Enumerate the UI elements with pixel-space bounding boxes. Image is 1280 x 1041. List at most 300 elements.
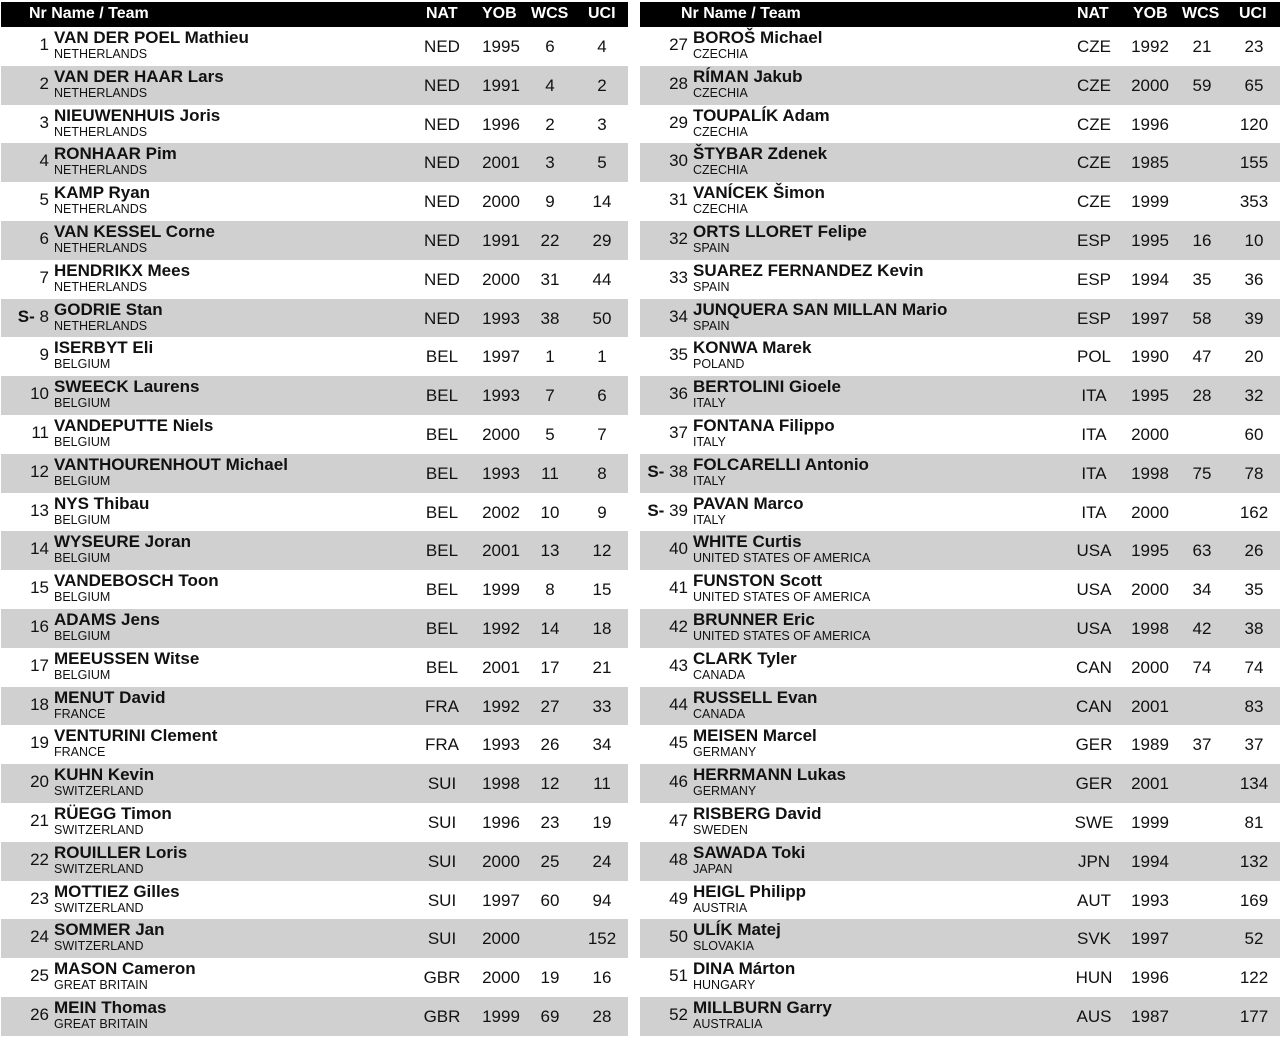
rider-year-of-birth: 2001 — [482, 541, 520, 561]
rider-year-of-birth: 1987 — [1131, 1006, 1169, 1026]
rider-wcs-rank: 3 — [545, 153, 555, 173]
rider-number-cell — [30, 462, 49, 482]
table-row — [640, 609, 1280, 648]
rider-nationality: NED — [424, 37, 460, 56]
table-row — [1, 182, 628, 221]
table-row — [1, 842, 628, 881]
rider-team: SLOVAKIA — [693, 939, 754, 954]
rider-year-of-birth: 2001 — [482, 657, 520, 677]
rider-team: GERMANY — [693, 745, 757, 760]
header-yob: YOB — [1133, 5, 1168, 22]
rider-uci-rank: 83 — [1244, 696, 1264, 716]
rider-name: GODRIE Stan — [54, 299, 163, 319]
rider-wcs-rank: 6 — [545, 37, 555, 56]
rider-team: BELGIUM — [54, 473, 111, 488]
rider-name: ISERBYT Eli — [54, 338, 154, 358]
rider-nationality: ITA — [1081, 424, 1107, 444]
rider-number-cell — [669, 617, 688, 637]
rider-number: 20 — [30, 772, 49, 792]
rider-name: MEEUSSEN Witse — [54, 648, 200, 668]
rider-year-of-birth: 1995 — [1131, 230, 1169, 250]
rider-nationality: NED — [424, 153, 460, 173]
rider-name: FONTANA Filippo — [693, 415, 835, 435]
rider-number-cell — [669, 113, 688, 133]
rider-year-of-birth: 2000 — [482, 424, 520, 444]
rider-uci-rank: 3 — [597, 114, 607, 134]
rider-nationality: BEL — [425, 541, 459, 561]
rider-name: PAVAN Marco — [693, 493, 804, 513]
rider-wcs-rank: 12 — [540, 774, 560, 794]
rider-number: 13 — [30, 500, 49, 520]
rider-year-of-birth: 1993 — [482, 463, 520, 483]
table-row — [640, 454, 1280, 493]
rider-nationality: BEL — [425, 657, 459, 677]
rider-team: ITALY — [693, 396, 726, 411]
rider-wcs-rank: 10 — [540, 502, 560, 522]
rider-number-cell — [669, 889, 688, 909]
rider-uci-rank: 26 — [1244, 541, 1264, 561]
rider-number: 45 — [669, 733, 688, 753]
rider-team: CZECHIA — [693, 163, 748, 178]
rider-wcs-rank: 2 — [545, 114, 555, 134]
table-row — [1, 376, 628, 415]
header-nat: NAT — [426, 5, 458, 22]
rider-nationality: CAN — [1076, 657, 1112, 677]
rider-year-of-birth: 1997 — [482, 347, 520, 367]
rider-year-of-birth: 1996 — [1131, 968, 1169, 988]
rider-number-cell — [40, 74, 49, 94]
rider-uci-rank: 78 — [1244, 463, 1264, 483]
rider-year-of-birth: 1997 — [1131, 929, 1169, 949]
table-row — [640, 376, 1280, 415]
table-row — [640, 143, 1280, 182]
rider-wcs-rank: 21 — [1192, 37, 1212, 56]
rider-wcs-rank: 26 — [540, 735, 560, 755]
rider-team: NETHERLANDS — [54, 202, 148, 217]
rider-team: UNITED STATES OF AMERICA — [693, 590, 871, 605]
rider-nationality: ITA — [1081, 463, 1107, 483]
rider-team: SWEDEN — [693, 822, 748, 837]
rider-uci-rank: 353 — [1239, 192, 1269, 212]
rider-name: RONHAAR Pim — [54, 144, 177, 164]
table-row — [640, 648, 1280, 687]
rider-year-of-birth: 2000 — [482, 269, 520, 289]
rider-number: 46 — [669, 772, 688, 792]
rider-wcs-rank: 37 — [1192, 735, 1212, 755]
rider-team: GREAT BRITAIN — [54, 1016, 148, 1031]
table-row — [640, 182, 1280, 221]
rider-number: 12 — [30, 461, 49, 481]
rider-number-cell — [669, 1005, 688, 1025]
rider-team: BELGIUM — [54, 551, 111, 566]
rider-wcs-rank: 8 — [545, 580, 555, 600]
table-row — [1, 493, 628, 532]
rider-wcs-rank: 59 — [1192, 75, 1212, 95]
rider-number: 18 — [30, 694, 49, 714]
rider-uci-rank: 169 — [1239, 890, 1269, 910]
rider-year-of-birth: 2000 — [482, 192, 520, 212]
table-row — [640, 415, 1280, 454]
rider-nationality: SUI — [427, 929, 457, 949]
rider-team: NETHERLANDS — [54, 124, 148, 139]
rider-nationality: BEL — [425, 618, 459, 638]
rider-team: SPAIN — [693, 240, 730, 255]
rider-wcs-rank: 47 — [1192, 347, 1212, 367]
rider-nationality: AUT — [1077, 890, 1111, 910]
rider-nationality: CZE — [1077, 75, 1111, 95]
rider-team: NETHERLANDS — [54, 163, 148, 178]
rider-number-cell — [669, 307, 688, 327]
rider-wcs-rank: 14 — [540, 618, 560, 638]
rider-number-cell — [30, 656, 49, 676]
rider-nationality: ESP — [1076, 269, 1112, 289]
rider-uci-rank: 152 — [587, 929, 617, 949]
rider-number-cell — [669, 966, 688, 986]
rider-wcs-rank: 35 — [1192, 269, 1212, 289]
rider-number-cell — [40, 190, 49, 210]
rider-name: BERTOLINI Gioele — [693, 377, 841, 397]
rider-year-of-birth: 1997 — [1131, 308, 1169, 328]
rider-team: FRANCE — [54, 745, 106, 760]
rider-wcs-rank: 23 — [540, 812, 560, 832]
rider-number: 50 — [669, 927, 688, 947]
rider-number: 29 — [669, 112, 688, 132]
rider-wcs-rank: 38 — [540, 308, 560, 328]
rider-uci-rank: 14 — [592, 192, 612, 212]
rider-uci-rank: 24 — [592, 851, 612, 871]
rider-number: 26 — [30, 1004, 49, 1024]
rider-number-cell — [669, 695, 688, 715]
rider-uci-rank: 28 — [592, 1006, 612, 1026]
rider-uci-rank: 177 — [1239, 1006, 1269, 1026]
rider-name: VANDEBOSCH Toon — [54, 571, 219, 591]
rider-wcs-rank: 22 — [540, 230, 560, 250]
rider-year-of-birth: 1993 — [482, 386, 520, 406]
rider-year-of-birth: 1996 — [482, 114, 520, 134]
rider-number: 10 — [30, 384, 49, 404]
rider-wcs-rank: 1 — [545, 347, 555, 367]
rider-team: NETHERLANDS — [54, 318, 148, 333]
rider-team: SPAIN — [693, 318, 730, 333]
rider-number: 52 — [669, 1004, 688, 1024]
rider-nationality: ITA — [1081, 502, 1107, 522]
rider-number: 42 — [669, 616, 688, 636]
rider-nationality: ESP — [1076, 308, 1112, 328]
rider-nationality: BEL — [425, 580, 459, 600]
rider-nationality: CAN — [1076, 696, 1112, 716]
rider-number: 30 — [669, 151, 688, 171]
rider-year-of-birth: 1999 — [1131, 192, 1169, 212]
rider-number-cell — [30, 850, 49, 870]
rider-name: VAN DER POEL Mathieu — [54, 28, 249, 47]
table-row — [640, 66, 1280, 105]
rider-number-cell — [669, 229, 688, 249]
rider-uci-rank: 52 — [1244, 929, 1264, 949]
rider-name: FUNSTON Scott — [693, 571, 823, 591]
rider-wcs-rank: 27 — [540, 696, 560, 716]
rider-number: 3 — [39, 112, 49, 132]
table-row — [640, 27, 1280, 66]
rider-name: SOMMER Jan — [54, 920, 165, 940]
rider-uci-rank: 20 — [1244, 347, 1264, 367]
rider-wcs-rank: 75 — [1192, 463, 1212, 483]
table-row — [640, 260, 1280, 299]
rider-team: SWITZERLAND — [54, 939, 144, 954]
rider-name: VANÍCEK Šimon — [693, 183, 825, 203]
rider-team: SWITZERLAND — [54, 822, 144, 837]
rider-nationality: NED — [424, 75, 460, 95]
rider-uci-rank: 10 — [1244, 230, 1264, 250]
rider-year-of-birth: 1994 — [1131, 269, 1169, 289]
rider-name: WYSEURE Joran — [54, 532, 191, 552]
table-row — [1, 997, 628, 1036]
rider-wcs-rank: 74 — [1192, 657, 1212, 677]
rider-number-cell — [40, 229, 49, 249]
rider-year-of-birth: 1991 — [482, 230, 520, 250]
rider-year-of-birth: 1995 — [1131, 386, 1169, 406]
rider-number: 23 — [30, 888, 49, 908]
table-row — [1, 66, 628, 105]
rider-nationality: ESP — [1076, 230, 1112, 250]
table-row — [1, 531, 628, 570]
header-nr-name-team: Nr Name / Team — [681, 5, 801, 22]
rider-year-of-birth: 1993 — [482, 308, 520, 328]
rider-number: 31 — [669, 190, 688, 210]
rider-number: 19 — [30, 733, 49, 753]
rider-wcs-rank: 13 — [540, 541, 560, 561]
rider-uci-rank: 18 — [592, 618, 612, 638]
rider-name: MEISEN Marcel — [693, 726, 817, 746]
rider-year-of-birth: 1995 — [1131, 541, 1169, 561]
rider-uci-rank: 50 — [592, 308, 612, 328]
table-row — [640, 531, 1280, 570]
rider-team: CZECHIA — [693, 85, 748, 100]
rider-nationality: BEL — [425, 463, 459, 483]
rider-uci-rank: 9 — [597, 502, 607, 522]
header-wcs: WCS — [1182, 5, 1220, 22]
rider-number: 34 — [669, 306, 688, 326]
rider-year-of-birth: 1993 — [1131, 890, 1169, 910]
rider-team: SWITZERLAND — [54, 784, 144, 799]
rider-nationality: FRA — [425, 696, 459, 716]
rider-number: 21 — [30, 810, 49, 830]
rider-number-cell — [30, 501, 49, 521]
rider-year-of-birth: 1996 — [1131, 114, 1169, 134]
rider-year-of-birth: 2000 — [1131, 657, 1169, 677]
rider-number-cell — [647, 462, 688, 482]
rider-number-cell — [669, 345, 688, 365]
rider-nationality: BEL — [425, 424, 459, 444]
table-row — [640, 725, 1280, 764]
rider-name: VENTURINI Clement — [54, 726, 218, 746]
rider-uci-rank: 32 — [1244, 386, 1264, 406]
rider-number: 15 — [30, 578, 49, 598]
rider-team: BELGIUM — [54, 512, 111, 527]
rider-team: NETHERLANDS — [54, 279, 148, 294]
rider-nationality: SVK — [1076, 929, 1112, 949]
table-row — [640, 842, 1280, 881]
rider-uci-rank: 38 — [1244, 618, 1264, 638]
rider-team: AUSTRIA — [693, 900, 748, 915]
table-row — [640, 105, 1280, 144]
rider-team: CANADA — [693, 706, 746, 721]
rider-number: 7 — [39, 267, 49, 287]
rider-number-cell — [669, 151, 688, 171]
rider-year-of-birth: 1994 — [1131, 851, 1169, 871]
table-row — [1, 27, 628, 66]
rider-team: ITALY — [693, 512, 726, 527]
rider-name: SWEECK Laurens — [54, 377, 200, 397]
rider-name: VAN DER HAAR Lars — [54, 66, 224, 86]
rider-nationality: NED — [424, 230, 460, 250]
table-row — [1, 725, 628, 764]
rider-name: FOLCARELLI Antonio — [693, 454, 869, 474]
rider-number-cell — [30, 927, 49, 947]
table-row — [1, 919, 628, 958]
rider-wcs-rank: 60 — [540, 890, 560, 910]
rider-year-of-birth: 2000 — [1131, 424, 1169, 444]
rider-team: SPAIN — [693, 279, 730, 294]
rider-uci-rank: 33 — [592, 696, 612, 716]
rider-number: 2 — [39, 73, 49, 93]
table-header — [640, 2, 1280, 27]
table-row — [1, 260, 628, 299]
rider-nationality: JPN — [1077, 851, 1111, 871]
rider-number-cell — [18, 307, 49, 327]
rider-name: ULÍK Matej — [693, 920, 781, 940]
rider-number-cell — [40, 268, 49, 288]
rider-uci-rank: 37 — [1244, 735, 1264, 755]
rider-number: 33 — [669, 267, 688, 287]
rider-wcs-rank: 16 — [1192, 230, 1212, 250]
rider-team: UNITED STATES OF AMERICA — [693, 628, 871, 643]
rider-nationality: USA — [1076, 541, 1112, 561]
rider-uci-rank: 120 — [1239, 114, 1269, 134]
rider-number-cell — [40, 35, 49, 55]
rider-uci-rank: 36 — [1244, 269, 1264, 289]
rider-nationality: GBR — [423, 968, 461, 988]
rider-uci-rank: 60 — [1244, 424, 1264, 444]
rider-year-of-birth: 1998 — [482, 774, 520, 794]
rider-team: NETHERLANDS — [54, 85, 148, 100]
rider-year-of-birth: 1990 — [1131, 347, 1169, 367]
rider-name: KONWA Marek — [693, 338, 812, 358]
table-row — [1, 648, 628, 687]
header-yob: YOB — [482, 5, 517, 22]
rider-number: 37 — [669, 422, 688, 442]
rider-number-cell — [30, 1005, 49, 1025]
rider-uci-rank: 4 — [597, 37, 607, 56]
rider-uci-rank: 34 — [592, 735, 612, 755]
rider-uci-rank: 16 — [592, 968, 612, 988]
rider-uci-rank: 23 — [1244, 37, 1264, 56]
rider-wcs-rank: 69 — [540, 1006, 560, 1026]
rider-number: 36 — [669, 384, 688, 404]
rider-number-cell — [30, 617, 49, 637]
rider-name: TOUPALÍK Adam — [693, 105, 830, 125]
header-nr-name-team: Nr Name / Team — [29, 5, 149, 22]
rider-name: RUSSELL Evan — [693, 687, 818, 707]
rider-number: 17 — [30, 655, 49, 675]
rider-year-of-birth: 2001 — [1131, 774, 1169, 794]
rider-year-of-birth: 2000 — [1131, 580, 1169, 600]
rider-year-of-birth: 1992 — [1131, 37, 1169, 56]
rider-number-cell — [30, 889, 49, 909]
rider-year-of-birth: 1993 — [482, 735, 520, 755]
rider-team: CZECHIA — [693, 124, 748, 139]
substitute-prefix: S- — [17, 306, 35, 326]
rider-name: NIEUWENHUIS Joris — [54, 105, 221, 125]
rider-team: SWITZERLAND — [54, 900, 144, 915]
rider-number-cell — [669, 772, 688, 792]
rider-number-cell — [31, 423, 49, 443]
rider-number-cell — [647, 501, 688, 521]
rider-uci-rank: 6 — [597, 386, 607, 406]
rider-number-cell — [30, 733, 49, 753]
rider-name: ORTS LLORET Felipe — [693, 221, 867, 241]
rider-number: 35 — [669, 345, 688, 365]
rider-year-of-birth: 2000 — [482, 851, 520, 871]
rider-rows — [1, 27, 628, 1036]
rider-wcs-rank: 4 — [545, 75, 555, 95]
rider-name: VANTHOURENHOUT Michael — [54, 454, 288, 474]
rider-wcs-rank: 58 — [1192, 308, 1212, 328]
rider-name: NYS Thibau — [54, 493, 150, 513]
rider-number: 6 — [39, 228, 49, 248]
rider-number: 14 — [30, 539, 49, 559]
rider-number: 22 — [30, 849, 49, 869]
rider-team: BELGIUM — [54, 667, 111, 682]
rider-uci-rank: 12 — [592, 541, 612, 561]
rider-name: ŠTYBAR Zdenek — [693, 144, 828, 164]
rider-number: 38 — [669, 461, 688, 481]
rider-number-cell — [669, 811, 688, 831]
table-row — [640, 997, 1280, 1036]
rider-number-cell — [669, 74, 688, 94]
rider-number-cell — [30, 578, 49, 598]
rider-number: 9 — [39, 345, 49, 365]
table-row — [1, 881, 628, 920]
rider-wcs-rank: 34 — [1192, 580, 1212, 600]
start-list-left-column — [1, 2, 628, 1036]
rider-name: RÍMAN Jakub — [693, 66, 803, 86]
rider-number: 27 — [669, 35, 688, 54]
rider-uci-rank: 132 — [1239, 851, 1269, 871]
rider-uci-rank: 81 — [1244, 812, 1264, 832]
rider-name: MILLBURN Garry — [693, 997, 832, 1017]
rider-number: 40 — [669, 539, 688, 559]
table-row — [1, 299, 628, 338]
rider-team: NETHERLANDS — [54, 240, 148, 255]
rider-team: CZECHIA — [693, 202, 748, 217]
rider-nationality: HUN — [1075, 968, 1113, 988]
rider-wcs-rank: 19 — [540, 968, 560, 988]
table-row — [640, 221, 1280, 260]
rider-number-cell — [30, 966, 49, 986]
rider-name: ROUILLER Loris — [54, 842, 188, 862]
rider-number-cell — [669, 927, 688, 947]
rider-team: CZECHIA — [693, 47, 748, 61]
rider-nationality: BEL — [425, 386, 459, 406]
rider-nationality: CZE — [1077, 192, 1111, 212]
rider-uci-rank: 94 — [592, 890, 612, 910]
rider-year-of-birth: 2000 — [482, 968, 520, 988]
rider-team: BELGIUM — [54, 434, 111, 449]
header-uci: UCI — [588, 5, 616, 22]
rider-nationality: NED — [424, 192, 460, 212]
rider-year-of-birth: 1989 — [1131, 735, 1169, 755]
rider-year-of-birth: 1999 — [1131, 812, 1169, 832]
